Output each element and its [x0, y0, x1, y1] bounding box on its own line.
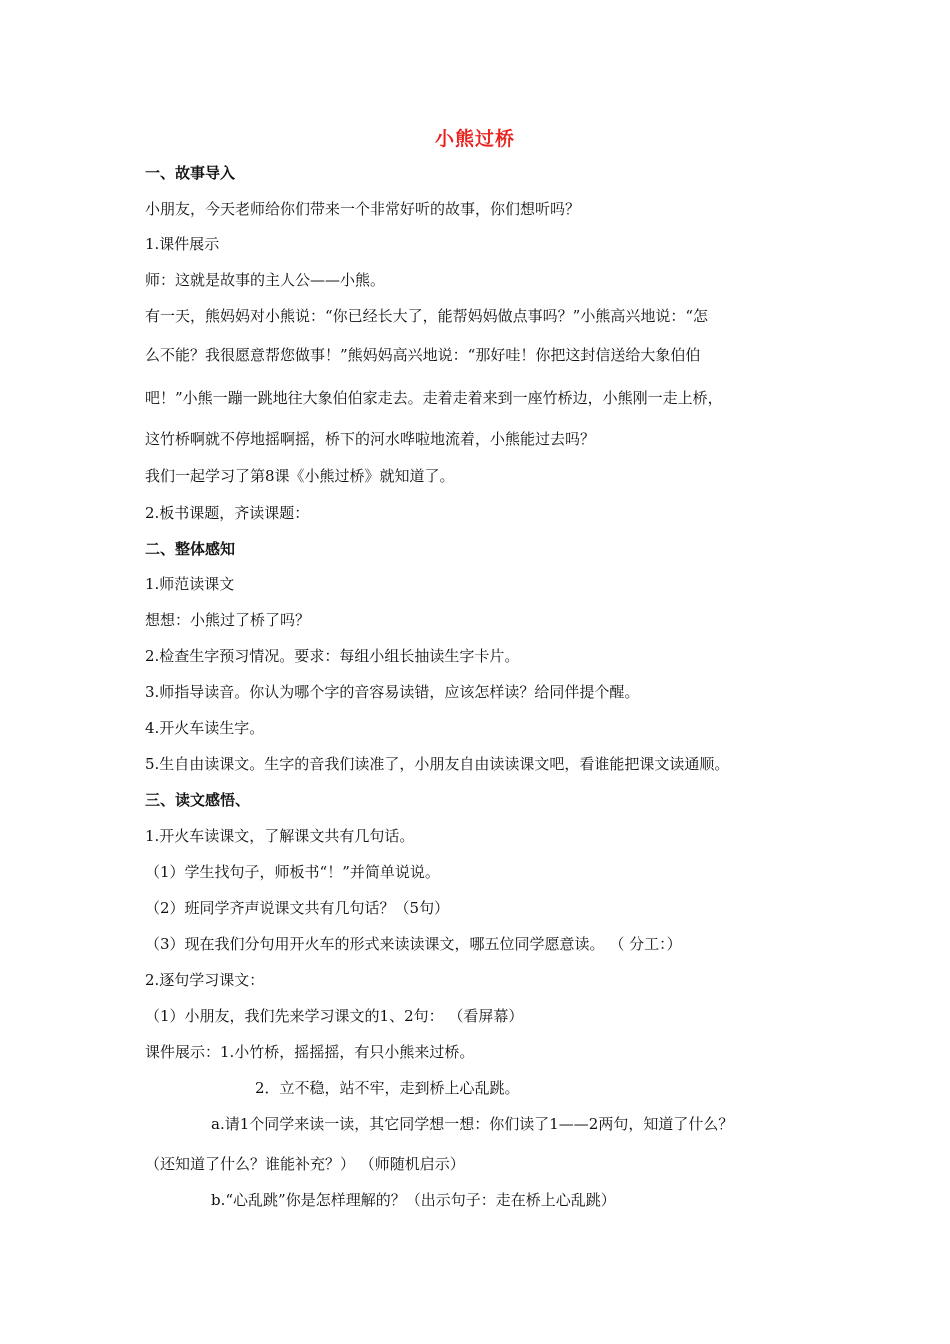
- paragraph-line: 2.检查生字预习情况。要求：每组小组长抽读生字卡片。: [145, 647, 520, 665]
- section-heading-3: 三、读文感悟、: [145, 791, 251, 809]
- paragraph-line: 这竹桥啊就不停地摇啊摇，桥下的河水哗啦地流着，小熊能过去吗？: [145, 430, 596, 448]
- document-title: 小熊过桥: [434, 128, 515, 150]
- paragraph-line: 小朋友，今天老师给你们带来一个非常好听的故事，你们想听吗？: [145, 200, 581, 218]
- paragraph-line: b.“心乱跳”你是怎样理解的？（出示句子：走在桥上心乱跳）: [211, 1191, 616, 1209]
- paragraph-line: 4.开火车读生字。: [145, 719, 265, 737]
- paragraph-line: 1.课件展示: [145, 235, 220, 253]
- paragraph-line: （1）小朋友，我们先来学习课文的1、2句： （看屏幕）: [145, 1007, 524, 1025]
- paragraph-line: （2）班同学齐声说课文共有几句话？（5句）: [145, 899, 450, 917]
- paragraph-line: 师：这就是故事的主人公——小熊。: [145, 271, 386, 289]
- section-heading-2: 二、整体感知: [145, 540, 236, 558]
- section-heading-1: 一、故事导入: [145, 164, 236, 182]
- paragraph-line: 课件展示：1.小竹桥，摇摇摇，有只小熊来过桥。: [145, 1043, 475, 1061]
- paragraph-line: a.请1个同学来读一读，其它同学想一想：你们读了1——2两句，知道了什么？: [211, 1115, 734, 1133]
- paragraph-line: 2．立不稳，站不牢，走到桥上心乱跳。: [255, 1079, 520, 1097]
- paragraph-line: 2.板书课题，齐读课题：: [145, 504, 310, 522]
- paragraph-line: 想想：小熊过了桥了吗？: [145, 611, 311, 629]
- paragraph-line: 2.逐句学习课文：: [145, 971, 265, 989]
- paragraph-line: （3）现在我们分句用开火车的形式来读读课文，哪五位同学愿意读。 （ 分工：）: [145, 935, 682, 953]
- paragraph-line: 吧！”小熊一蹦一跳地往大象伯伯家走去。走着走着来到一座竹桥边，小熊刚一走上桥，: [145, 389, 723, 407]
- paragraph-line: 有一天，熊妈妈对小熊说：“你已经长大了，能帮妈妈做点事吗？”小熊高兴地说：“怎: [145, 307, 709, 325]
- paragraph-line: 1.师范读课文: [145, 575, 235, 593]
- paragraph-line: 我们一起学习了第8课《小熊过桥》就知道了。: [145, 467, 455, 485]
- paragraph-line: 1.开火车读课文，了解课文共有几句话。: [145, 827, 415, 845]
- paragraph-line: （还知道了什么？谁能补充？） （师随机启示）: [145, 1155, 465, 1173]
- paragraph-line: （1）学生找句子，师板书“！”并简单说说。: [145, 863, 440, 881]
- paragraph-line: 么不能？我很愿意帮您做事！”熊妈妈高兴地说：“那好哇！你把这封信送给大象伯伯: [145, 346, 701, 364]
- paragraph-line: 5.生自由读课文。生字的音我们读准了，小朋友自由读读课文吧，看谁能把课文读通顺。: [145, 755, 730, 773]
- paragraph-line: 3.师指导读音。你认为哪个字的音容易读错，应该怎样读？给同伴提个醒。: [145, 683, 640, 701]
